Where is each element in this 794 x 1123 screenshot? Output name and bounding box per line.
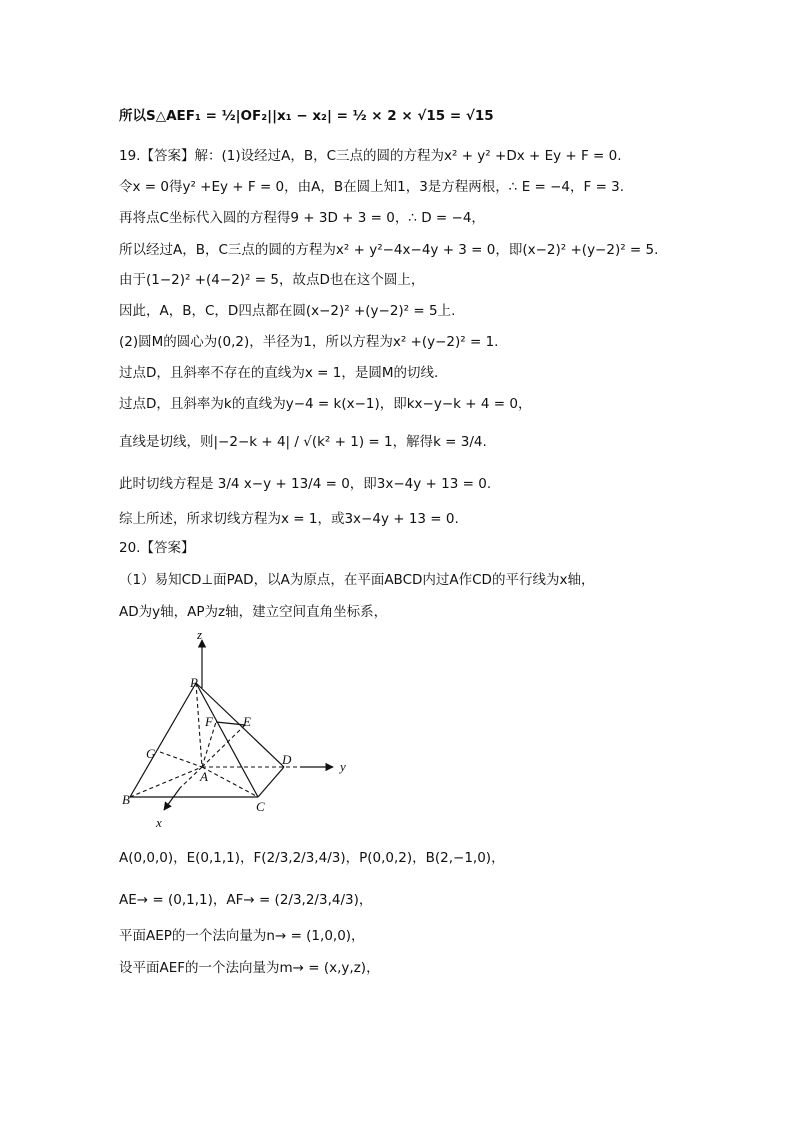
- line-18: AE→ = (0,1,1)，AF→ = (2/3,2/3,4/3)，: [119, 892, 373, 908]
- line-8: (2)圆M的圆心为(0,2)，半径为1，所以方程为x² +(y−2)² = 1.: [119, 334, 499, 350]
- line-13: 综上所述，所求切线方程为x = 1，或3x−4y + 13 = 0.: [119, 511, 459, 527]
- line-17: A(0,0,0)，E(0,1,1)，F(2/3,2/3,4/3)，P(0,0,2)，B(2,−1,0)，: [119, 850, 505, 866]
- label-A: A: [200, 769, 208, 784]
- line-1: 所以S△AEF₁ = ½|OF₂||x₁ − x₂| = ½ × 2 × √15 = √15: [119, 108, 494, 124]
- line-2: 19.【答案】解：(1)设经过A，B，C三点的圆的方程为x² + y² +Dx + Ey + F = 0.: [119, 148, 622, 164]
- pyramid-figure: [110, 628, 360, 833]
- label-y: y: [340, 759, 346, 774]
- label-F: F: [205, 714, 213, 729]
- line-20: 设平面AEF的一个法向量为m→ = (x,y,z)，: [119, 960, 380, 976]
- line-12: 此时切线方程是 3/4 x−y + 13/4 = 0，即3x−4y + 13 = 0.: [119, 476, 492, 492]
- label-z: z: [197, 628, 203, 642]
- line-4: 再将点C坐标代入圆的方程得9 + 3D + 3 = 0，∴ D = −4，: [119, 210, 485, 226]
- line-16: AD为y轴，AP为z轴，建立空间直角坐标系，: [119, 604, 388, 620]
- line-6: 由于(1−2)² +(4−2)² = 5，故点D也在这个圆上，: [119, 272, 425, 288]
- label-B: B: [122, 792, 130, 807]
- line-5: 所以经过A，B，C三点的圆的方程为x² + y²−4x−4y + 3 = 0，即(x−2)² +(y−2)² = 5.: [119, 242, 659, 258]
- line-3: 令x = 0得y² +Ey + F = 0，由A，B在圆上知1，3是方程两根，∴ E = −4，F = 3.: [119, 179, 625, 195]
- line-19: 平面AEP的一个法向量为n→ = (1,0,0)，: [119, 928, 365, 944]
- line-11: 直线是切线，则|−2−k + 4| / √(k² + 1) = 1，解得k = 3/4.: [119, 434, 487, 450]
- line-10: 过点D，且斜率为k的直线为y−4 = k(x−1)，即kx−y−k + 4 = 0，: [119, 396, 532, 412]
- label-D: D: [282, 752, 292, 767]
- line-14: 20.【答案】: [119, 540, 195, 556]
- line-9: 过点D，且斜率不存在的直线为x = 1，是圆M的切线.: [119, 365, 439, 381]
- label-G: G: [146, 746, 156, 761]
- line-15: （1）易知CD⊥面PAD，以A为原点，在平面ABCD内过A作CD的平行线为x轴，: [119, 572, 595, 588]
- x-axis: [164, 788, 180, 810]
- line-7: 因此，A，B，C，D四点都在圆(x−2)² +(y−2)² = 5上.: [119, 303, 456, 319]
- label-C: C: [256, 799, 265, 814]
- label-x: x: [156, 815, 162, 830]
- label-P: P: [190, 675, 198, 690]
- label-E: E: [243, 714, 251, 729]
